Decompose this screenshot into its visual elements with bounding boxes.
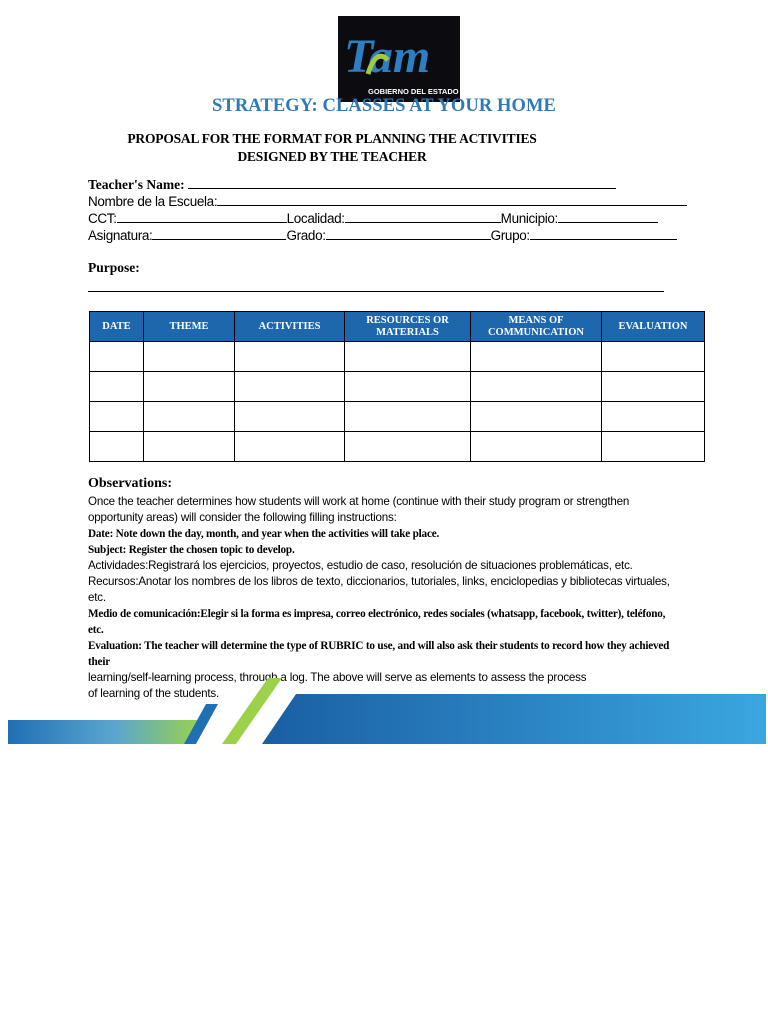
purpose-label: Purpose: (88, 260, 140, 275)
grado-label: Grado: (286, 228, 326, 243)
cct-row (88, 210, 658, 226)
header-resources: RESOURCES OR MATERIALS (345, 312, 471, 342)
table-cell[interactable] (602, 432, 705, 462)
purpose-field[interactable] (88, 291, 664, 292)
table-cell[interactable] (471, 402, 602, 432)
instruction-evaluation-rest: learning/self-learning process, through a log. The above will serve as elements to assess the process of learning of the students. (88, 671, 587, 700)
table-row (90, 402, 705, 432)
logo-text: Tam (344, 30, 431, 83)
table-cell[interactable] (144, 432, 235, 462)
table-cell[interactable] (90, 432, 144, 462)
page-title: STRATEGY: CLASSES AT YOUR HOME (212, 96, 556, 116)
table-cell[interactable] (90, 342, 144, 372)
observations-section (88, 476, 678, 702)
table-cell[interactable] (602, 372, 705, 402)
teacher-name-label: Teacher's Name: (88, 177, 185, 192)
table-cell[interactable] (235, 372, 345, 402)
instruction-recursos: Recursos:Anotar los nombres de los libros de texto, diccionarios, tutoriales, links, enciclopedias y bibliotecas virtuales, etc. (88, 575, 670, 604)
asignatura-field[interactable] (152, 227, 286, 240)
table-cell[interactable] (602, 402, 705, 432)
table-cell[interactable] (345, 402, 471, 432)
cct-label: CCT: (88, 211, 117, 226)
header-activities: ACTIVITIES (235, 312, 345, 342)
table-cell[interactable] (471, 342, 602, 372)
table-cell[interactable] (144, 342, 235, 372)
municipio-label: Municipio: (500, 211, 558, 226)
table-cell[interactable] (90, 402, 144, 432)
table-cell[interactable] (144, 372, 235, 402)
cct-field[interactable] (117, 210, 287, 223)
table-cell[interactable] (345, 372, 471, 402)
table-cell[interactable] (235, 432, 345, 462)
table-row (90, 372, 705, 402)
table-body (90, 342, 705, 462)
table-cell[interactable] (471, 432, 602, 462)
instruction-evaluation: Evaluation: The teacher will determine the type of RUBRIC to use, and will also ask their students to record how they achieved their (88, 640, 670, 668)
school-name-field[interactable] (88, 193, 687, 209)
government-logo (338, 16, 460, 102)
instruction-subject: Subject: Register the chosen topic to develop. (88, 544, 295, 556)
table-cell[interactable] (345, 432, 471, 462)
table-row (90, 342, 705, 372)
table-cell[interactable] (90, 372, 144, 402)
localidad-label: Localidad: (286, 211, 345, 226)
table-cell[interactable] (345, 342, 471, 372)
table-cell[interactable] (144, 402, 235, 432)
municipio-field[interactable] (558, 210, 658, 223)
logo-tagline: GOBIERNO DEL ESTADO (368, 87, 459, 96)
asignatura-label: Asignatura: (88, 228, 153, 243)
instruction-medio: Medio de comunicación:Elegir si la forma es impresa, correo electrónico, redes sociales (whatsapp, facebook, twitter), teléfono, etc. (88, 608, 666, 636)
table-cell[interactable] (235, 342, 345, 372)
table-cell[interactable] (471, 372, 602, 402)
header-evaluation: EVALUATION (602, 312, 705, 342)
header-date: DATE (90, 312, 144, 342)
asignatura-row (88, 227, 677, 243)
header-means: MEANS OF COMMUNICATION (471, 312, 602, 342)
grupo-field[interactable] (530, 227, 677, 240)
decorative-banner (0, 674, 768, 746)
localidad-field[interactable] (345, 210, 501, 223)
school-name-label: Nombre de la Escuela: (88, 194, 218, 209)
grado-field[interactable] (326, 227, 491, 240)
table-row (90, 432, 705, 462)
observations-intro: Once the teacher determines how students will work at home (continue with their study program or strengthen opportunity areas) will consider the following filling instructions: (88, 495, 630, 524)
instruction-date: Date: Note down the day, month, and year when the activities will take place. (88, 528, 440, 540)
table-cell[interactable] (235, 402, 345, 432)
teacher-name-field[interactable] (88, 176, 616, 193)
header-theme: THEME (144, 312, 235, 342)
instruction-actividades: Actividades:Registrará los ejercicios, proyectos, estudio de caso, resolución de situaciones problemáticas, etc. (88, 559, 633, 572)
observations-heading: Observations: (88, 476, 172, 491)
table-cell[interactable] (602, 342, 705, 372)
table-header-row (90, 312, 705, 342)
grupo-label: Grupo: (490, 228, 530, 243)
page-subtitle: PROPOSAL FOR THE FORMAT FOR PLANNING THE ACTIVITIES DESIGNED BY THE TEACHER (127, 131, 537, 164)
planning-table (89, 311, 705, 462)
